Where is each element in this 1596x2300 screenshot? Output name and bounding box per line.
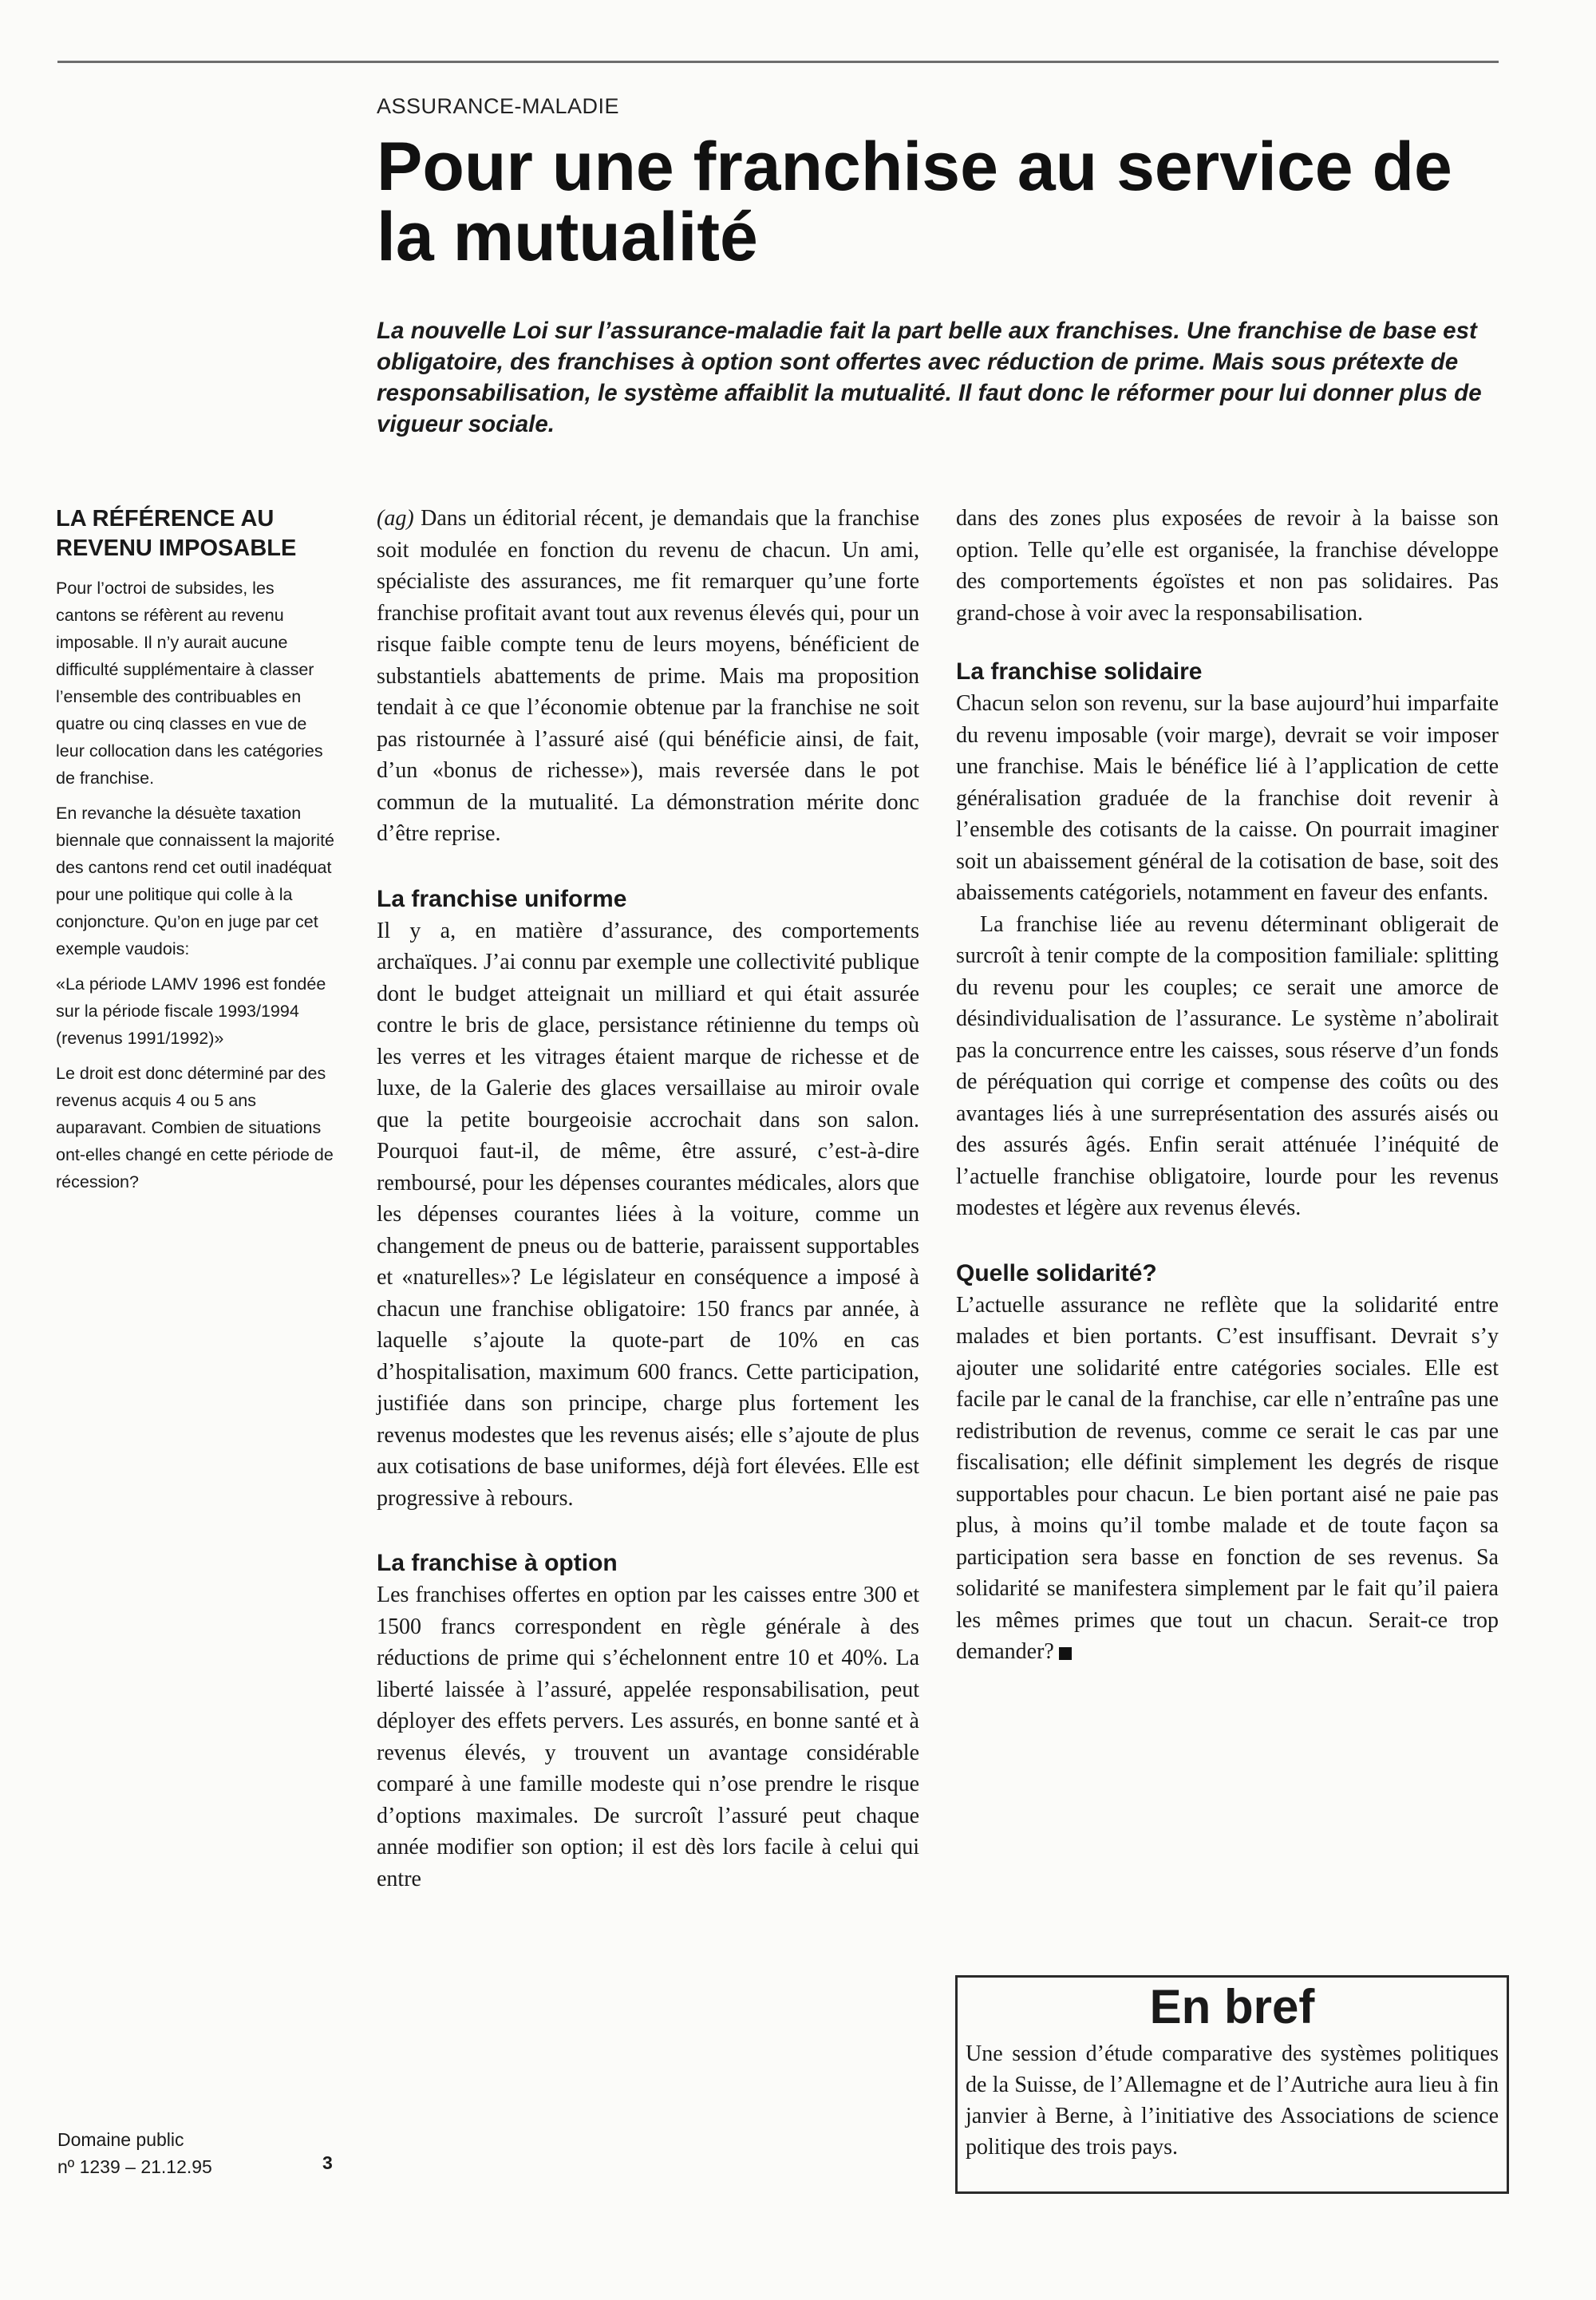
end-of-article-mark (1059, 1647, 1072, 1660)
body-paragraph (956, 1290, 1499, 1668)
article-title: Pour une franchise au service de la mutualité (377, 128, 1452, 275)
sidebar-paragraph: Pour l’octroi de subsides, les cantons se réfèrent au revenu imposable. Il n’y aurait aucune difficulté supplémentaire à classer l’ensemble des contribuables en quatre ou cinq classes en vue de leur collocation dans les catégories de franchise. (56, 579, 323, 788)
sidebar (56, 504, 337, 1203)
intro-paragraph (377, 503, 919, 850)
page-number: 3 (322, 2152, 333, 2173)
issue-info: nº 1239 – 21.12.95 (57, 2156, 212, 2177)
closing-text: L’actuelle assurance ne reflète que la solidarité entre malades et bien portants. C’est insuffisant. Devrait s’y ajouter une solidarité entre catégories sociales. Elle est facile par le canal de la franchise, car elle n’entraîne pas une redistribution de revenus, comme ce serait le cas par une fiscalisation; elle définit simplement les degrés de risque supportables pour chacun. Le bien portant aisé ne paie pas plus, à moins qu’il tombe malade et de toute façon sa participation sera basse en fonction de ses revenus. Sa solidarité se manifestera simplement par le fait qu’il paiera les mêmes primes que tout un chacun. Serait-ce trop demander? (956, 1292, 1499, 1664)
en-bref-box (955, 1975, 1509, 2194)
author-initials: (ag) (377, 506, 414, 531)
body-paragraph: Chacun selon son revenu, sur la base aujourd’hui imparfaite du revenu imposable (voir marge), devrait se voir imposer une franchise. Mais le bénéfice lié à l’application de cette généralisation graduée de la franchise doit revenir à l’ensemble des cotisants de la caisse. On pourrait imaginer soit un abaissement général de la cotisation de base, soit des abaissements catégoriels, notamment en faveur des enfants. (956, 691, 1499, 905)
body-paragraph: Les franchises offertes en option par les caisses entre 300 et 1500 francs correspondent en règle générale à des réductions de prime qui s’échelonnent entre 10 et 40%. La liberté laissée à l’assuré, appelée responsabilisation, peut déployer des effets pervers. Les assurés, en bonne santé et à revenus élevés, y trouvent un avantage considérable comparé à une famille modeste qui n’ose prendre le risque d’options maximales. De surcroît l’assuré peut chaque année modifier son option; il est dès lors facile à celui qui entre (377, 1583, 919, 1891)
section-heading: La franchise à option (377, 1550, 618, 1576)
body-paragraph: La franchise liée au revenu déterminant obligerait de surcroît à tenir compte de la composition familiale: splitting du revenu pour les couples; ce serait une amorce de désindividualisation de l’assurance. Le système n’abolirait pas la concurrence entre les caisses, sous réserve d’un fonds de péréquation qui corrige et compense des coûts ou des avantages liés à une surreprésentation des assurés aisés ou des assurés âgés. Enfin serait atténuée l’inéquité de l’actuelle franchise obligatoire, lourde pour les revenus modestes et légère aux revenus élevés. (956, 911, 1499, 1220)
intro-text: Dans un éditorial récent, je demandais que la franchise soit modulée en fonction du revenu de chacun. Un ami, spécialiste des assurances, me fit remarquer qu’une forte franchise profitait avant tout aux revenus élevés qui, pour un risque faible compte tenu de leurs moyens, bénéficient de substantiels abattements de prime. Mais ma proposition tendait à ce que l’économie obtenue par la franchise ne soit pas ristournée à l’assuré aisé (qui bénéficie ainsi, de fait, d’un «bonus de richesse»), mais reversée dans le pot commun de la mutualité. La démonstration mérite donc d’être reprise. (377, 506, 919, 846)
body-paragraph-continued: dans des zones plus exposées de revoir à la baisse son option. Telle qu’elle est organisée, la franchise développe des comportements égoïstes et non pas solidaires. Pas grand-chose à voir avec la responsabilisation. (956, 506, 1499, 626)
article-header (377, 94, 1510, 440)
en-bref-text: Une session d’étude comparative des systèmes politiques de la Suisse, de l’Allemagne et de l’Autriche aura lieu à fin janvier à Berne, à l’initiative des Associations de science politique des trois pays. (966, 2041, 1499, 2160)
sidebar-heading: LA RÉFÉRENCE AU REVENU IMPOSABLE (56, 506, 297, 561)
top-rule (57, 61, 1499, 63)
sidebar-paragraph: En revanche la désuète taxation biennale que connaissent la majorité des cantons rend cet outil inadéquat pour une politique qui colle à la conjoncture. Qu’on en juge par cet exemple vaudois: (56, 804, 335, 958)
article-kicker: ASSURANCE-MALADIE (377, 94, 620, 118)
section-heading: Quelle solidarité? (956, 1259, 1157, 1286)
article-column-2 (956, 503, 1499, 1668)
body-paragraph: Il y a, en matière d’assurance, des comportements archaïques. J’ai connu par exemple une collectivité publique dont le budget atteignait un milliard et qui était assurée contre le bris de glace, persistance rétinienne du temps où les verres et les vitrages étaient marque de richesse et de luxe, de la Galerie des glaces versaillaise au miroir ovale que la petite bourgeoisie accrochait dans son salon. Pourquoi faut-il, de même, être assuré, c’est-à-dire remboursé, pour les dépenses courantes médicales, alors que les dépenses courantes liées à la voiture, comme un changement de pneus ou de batterie, paraissent supportables et «naturelles»? Le législateur en conséquence a imposé à chacun une franchise obligatoire: 150 francs par année, à laquelle s’ajoute la quote-part de 10% en cas d’hospitalisation, maximum 600 francs. Cette participation, justifiée dans son principe, charge plus fortement les revenus modestes que les revenus aisés; elle s’ajoute de plus aux cotisations de base uniformes, déjà fort élevées. Elle est progressive à rebours. (377, 918, 919, 1511)
publication-name: Domaine public (57, 2129, 184, 2150)
section-heading: La franchise solidaire (956, 658, 1203, 685)
sidebar-quote: «La période LAMV 1996 est fondée sur la période fiscale 1993/1994 (revenus 1991/1992)» (56, 974, 326, 1048)
page-footer (57, 2126, 345, 2180)
en-bref-title: En bref (1149, 1980, 1315, 2033)
article-column-1 (377, 503, 919, 1895)
sidebar-paragraph: Le droit est donc déterminé par des revenus acquis 4 ou 5 ans auparavant. Combien de situations ont-elles changé en cette période de récession? (56, 1064, 334, 1191)
section-heading: La franchise uniforme (377, 885, 627, 912)
article-lead: La nouvelle Loi sur l’assurance-maladie fait la part belle aux franchises. Une franchise de base est obligatoire, des franchises à option sont offertes avec réduction de prime. Mais sous prétexte de responsabilisation, le système affaiblit la mutualité. Il faut donc le réformer pour lui donner plus de vigueur sociale. (377, 318, 1482, 437)
